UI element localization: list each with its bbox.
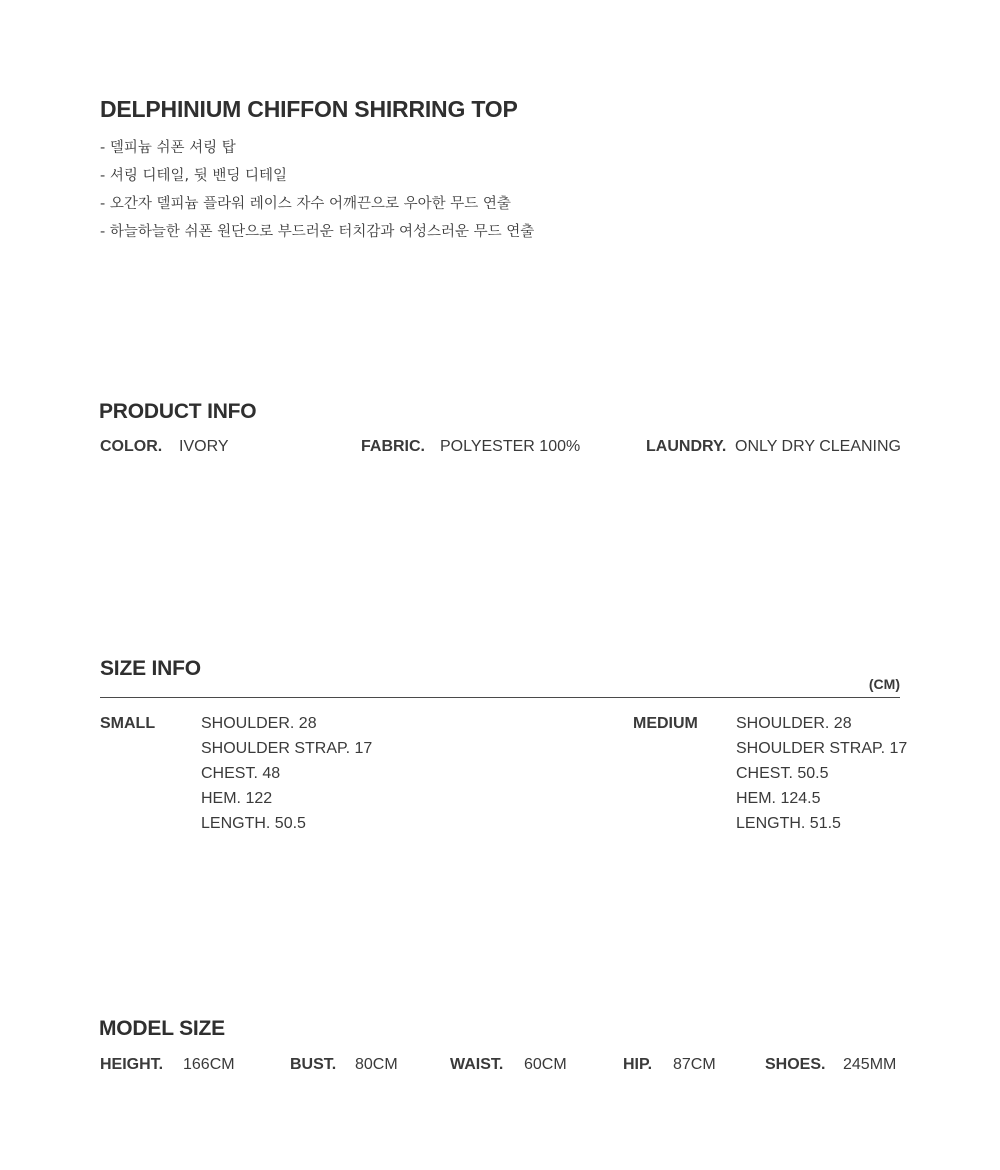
laundry-value: ONLY DRY CLEANING [735, 438, 901, 455]
size-divider [100, 697, 900, 698]
measurement-line: SHOULDER. 28 [201, 715, 317, 732]
height-label: HEIGHT. [100, 1056, 164, 1073]
description-line-4: - 하늘하늘한 쉬폰 원단으로 부드러운 터치감과 여성스러운 무드 연출 [100, 224, 535, 240]
bust-label: BUST. [290, 1056, 337, 1073]
model-size-heading: MODEL SIZE [99, 1017, 225, 1040]
height-value: 166CM [183, 1056, 235, 1073]
description-line-1: - 델피늄 쉬폰 셔링 탑 [100, 140, 236, 156]
waist-label: WAIST. [450, 1056, 504, 1073]
measurement-line: CHEST. 48 [201, 765, 281, 782]
measurement-line: SHOULDER. 28 [736, 715, 852, 732]
description-line-3: - 오간자 델피늄 플라워 레이스 자수 어깨끈으로 우아한 무드 연출 [100, 196, 511, 212]
measurement-line: LENGTH. 50.5 [201, 815, 306, 832]
description-line-2: - 셔링 디테일, 뒷 밴딩 디테일 [100, 168, 287, 184]
size-name-medium: MEDIUM [633, 715, 698, 732]
size-measurements-medium [736, 711, 907, 836]
bust-value: 80CM [355, 1056, 398, 1073]
measurement-line: LENGTH. 51.5 [736, 815, 841, 832]
measurement-line: CHEST. 50.5 [736, 765, 829, 782]
measurement-line: SHOULDER STRAP. 17 [201, 740, 373, 757]
fabric-value: POLYESTER 100% [440, 438, 581, 455]
waist-value: 60CM [524, 1056, 567, 1073]
measurement-line: HEM. 124.5 [736, 790, 821, 807]
product-title: DELPHINIUM CHIFFON SHIRRING TOP [100, 96, 518, 122]
measurement-line: SHOULDER STRAP. 17 [736, 740, 908, 757]
hip-label: HIP. [623, 1056, 653, 1073]
hip-value: 87CM [673, 1056, 716, 1073]
shoes-value: 245MM [843, 1056, 897, 1073]
measurement-line: HEM. 122 [201, 790, 273, 807]
product-info-heading: PRODUCT INFO [99, 400, 257, 423]
shoes-label: SHOES. [765, 1056, 826, 1073]
size-name-small: SMALL [100, 715, 156, 732]
unit-label: (CM) [868, 676, 900, 692]
color-label: COLOR. [100, 438, 163, 455]
size-info-heading: SIZE INFO [100, 657, 201, 680]
fabric-label: FABRIC. [361, 438, 425, 455]
size-measurements-small [201, 711, 372, 836]
color-value: IVORY [179, 438, 229, 455]
laundry-label: LAUNDRY. [646, 438, 727, 455]
